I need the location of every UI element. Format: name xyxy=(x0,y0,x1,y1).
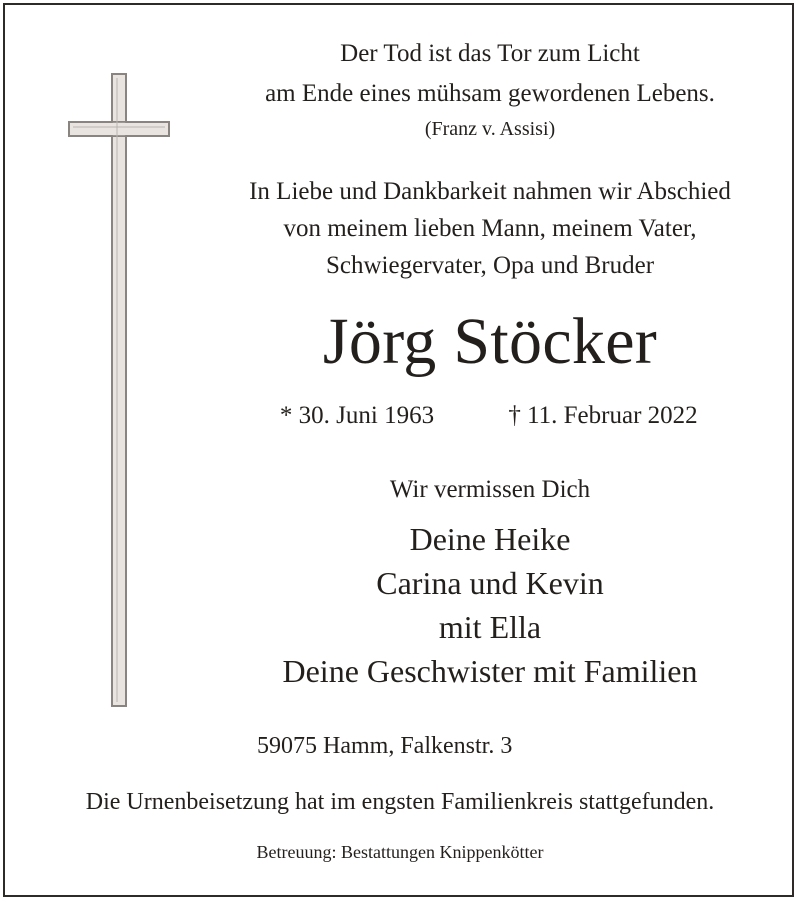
death-date: † 11. Februar 2022 xyxy=(508,402,698,429)
address: 59075 Hamm, Falkenstr. 3 xyxy=(257,733,513,759)
quote-author: (Franz v. Assisi) xyxy=(424,118,556,140)
intro-line-1: In Liebe und Dankbarkeit nahmen wir Abschied xyxy=(249,178,731,205)
mourner-line-4: Deine Geschwister mit Familien xyxy=(282,653,698,689)
quote-line-2: am Ende eines mühsam gewordenen Lebens. xyxy=(265,80,715,107)
intro-line-2: von meinem lieben Mann, meinem Vater, xyxy=(283,215,697,242)
burial-note: Die Urnenbeisetzung hat im engsten Familienkreis stattgefunden. xyxy=(85,789,715,815)
mourner-line-3: mit Ella xyxy=(438,609,542,645)
deceased-name: Jörg Stöcker xyxy=(322,305,658,378)
mourner-line-1: Deine Heike xyxy=(409,521,571,557)
farewell-message: Wir vermissen Dich xyxy=(389,476,591,503)
intro-line-3: Schwiegervater, Opa und Bruder xyxy=(325,252,655,279)
quote-line-1: Der Tod ist das Tor zum Licht xyxy=(340,40,640,67)
mourner-line-2: Carina und Kevin xyxy=(376,565,604,601)
undertaker-credit: Betreuung: Bestattungen Knippenkötter xyxy=(256,842,544,862)
birth-date: * 30. Juni 1963 xyxy=(279,402,435,429)
